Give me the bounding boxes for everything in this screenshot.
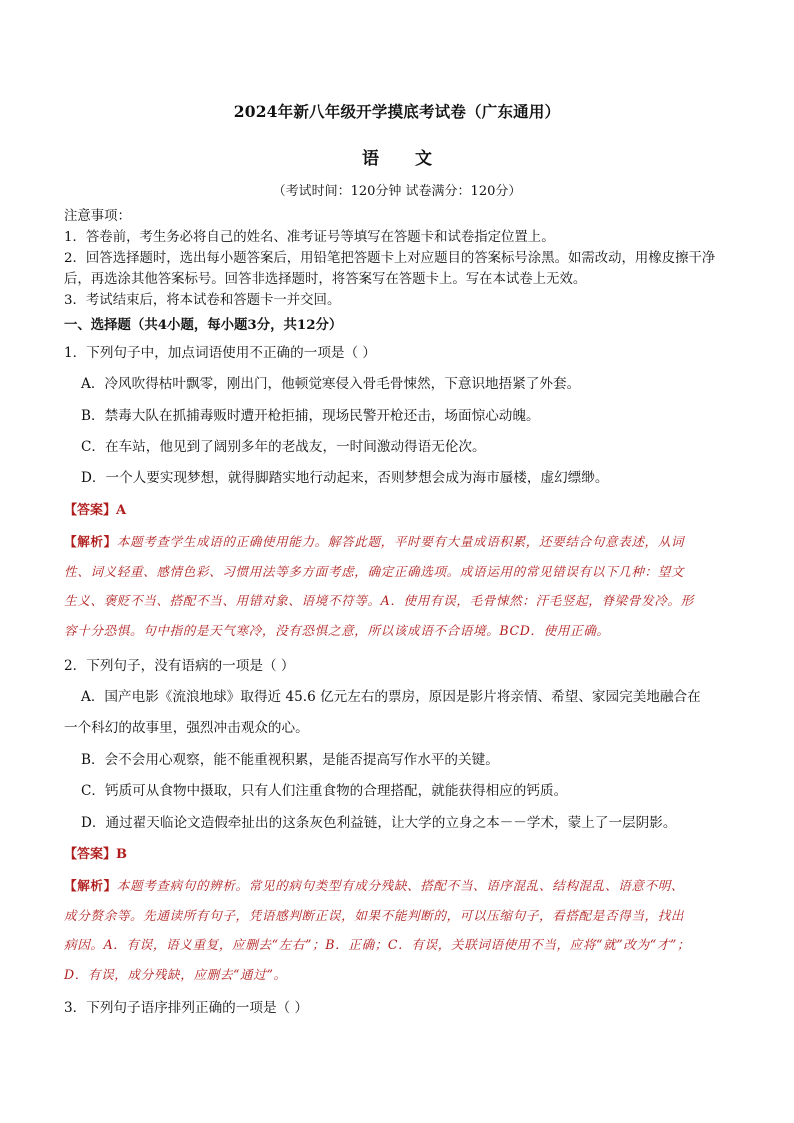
notice-item-3: 3．考试结束后，将本试卷和答题卡一并交回。	[64, 293, 341, 308]
analysis-label: 【解析】	[64, 534, 117, 549]
question-2-option-d: D．通过翟天临论文造假牵扯出的这条灰色利益链，让大学的立身之本－－学术，蒙上了一层阴影。	[81, 815, 677, 831]
notice-title: 注意事项：	[64, 209, 131, 224]
question-1-option-b: B．禁毒大队在抓捕毒贩时遭开枪拒捕，现场民警开枪还击，场面惊心动魄。	[81, 408, 540, 424]
subject-title: 语 文	[362, 149, 432, 169]
question-2-option-a-cont: 一个科幻的故事里，强烈冲击观众的心。	[64, 720, 309, 736]
question-2-analysis	[64, 871, 736, 989]
exam-title: 2024年新八年级开学摸底考试卷（广东通用）	[233, 102, 561, 121]
analysis-line: 病因。A．有误，语义重复，应删去“左右”；B．正确；C．有误，关联词语使用不当，应将“就”改为“才”；	[64, 937, 691, 952]
analysis-line: 容十分恐惧。句中指的是天气寒冷，没有恐惧之意，所以该成语不合语境。BCD．使用正确。	[64, 622, 610, 638]
question-2-stem: 2．下列句子，没有语病的一项是（ ）	[64, 658, 295, 674]
analysis-line: 本题考查病句的辨析。常见的病句类型有成分残缺、搭配不当、语序混乱、结构混乱、语意不明、	[116, 878, 685, 893]
question-2-option-b: B．会不会用心观察，能不能重视积累，是能否提高写作水平的关键。	[81, 752, 499, 768]
exam-time-info: （考试时间：120分钟 试卷满分：120分）	[272, 184, 522, 199]
analysis-line: 本题考查学生成语的正确使用能力。解答此题，平时要有大量成语积累，还要结合句意表述，从词	[116, 534, 685, 549]
analysis-line: 成分赘余等。先通读所有句子，凭语感判断正误，如果不能判断的，可以压缩句子，看搭配是否得当，找出	[64, 907, 685, 923]
question-1-option-c: C．在车站，他见到了阔别多年的老战友，一时间激动得语无伦次。	[81, 439, 486, 455]
notice-item-1: 1．答卷前，考生务必将自己的姓名、准考证号等填写在答题卡和试卷指定位置上。	[64, 230, 555, 245]
question-2-answer: 【答案】B	[64, 847, 127, 862]
question-1-answer: 【答案】A	[64, 503, 127, 518]
analysis-line: 生义、褒贬不当、搭配不当、用错对象、语境不符等。A．使用有误，毛骨悚然：汗毛竖起，脊梁骨发冷。形	[64, 593, 694, 608]
question-2-option-c: C．钙质可从食物中摄取，只有人们注重食物的合理搭配，就能获得相应的钙质。	[81, 783, 568, 799]
question-1-option-a: A．冷风吹得枯叶飘零，刚出门，他顿觉寒侵入骨毛骨悚然，下意识地捂紧了外套。	[81, 376, 581, 392]
question-1-analysis	[64, 527, 736, 645]
question-3-stem: 3．下列句子语序排列正确的一项是（ ）	[64, 1000, 309, 1016]
question-2-option-a: A．国产电影《流浪地球》取得近 45.6 亿元左右的票房，原因是影片将亲情、希望、家园完美地融合在	[81, 689, 701, 705]
question-1-stem: 1．下列句子中，加点词语使用不正确的一项是（ ）	[64, 345, 377, 361]
notice-item-2: 2．回答选择题时，选出每小题答案后，用铅笔把答题卡上对应题目的答案标号涂黑。如需改动，用橡皮擦干净后，再选涂其他答案标号。回答非选择题时，将答案写在答题卡上。写在本试卷上无效。	[64, 251, 716, 287]
analysis-label: 【解析】	[64, 878, 117, 893]
section-heading: 一、选择题（共4小题，每小题3分，共12分）	[64, 317, 343, 333]
question-1-option-d: D．一个人要实现梦想，就得脚踏实地行动起来，否则梦想会成为海市蜃楼，虚幻缥缈。	[81, 470, 609, 486]
analysis-line: 性、词义轻重、感情色彩、习惯用法等多方面考虑，确定正确选项。成语运用的常见错误有以下几种：望文	[64, 563, 685, 579]
analysis-line: D．有误，成分残缺，应删去“通过”。	[64, 966, 287, 982]
